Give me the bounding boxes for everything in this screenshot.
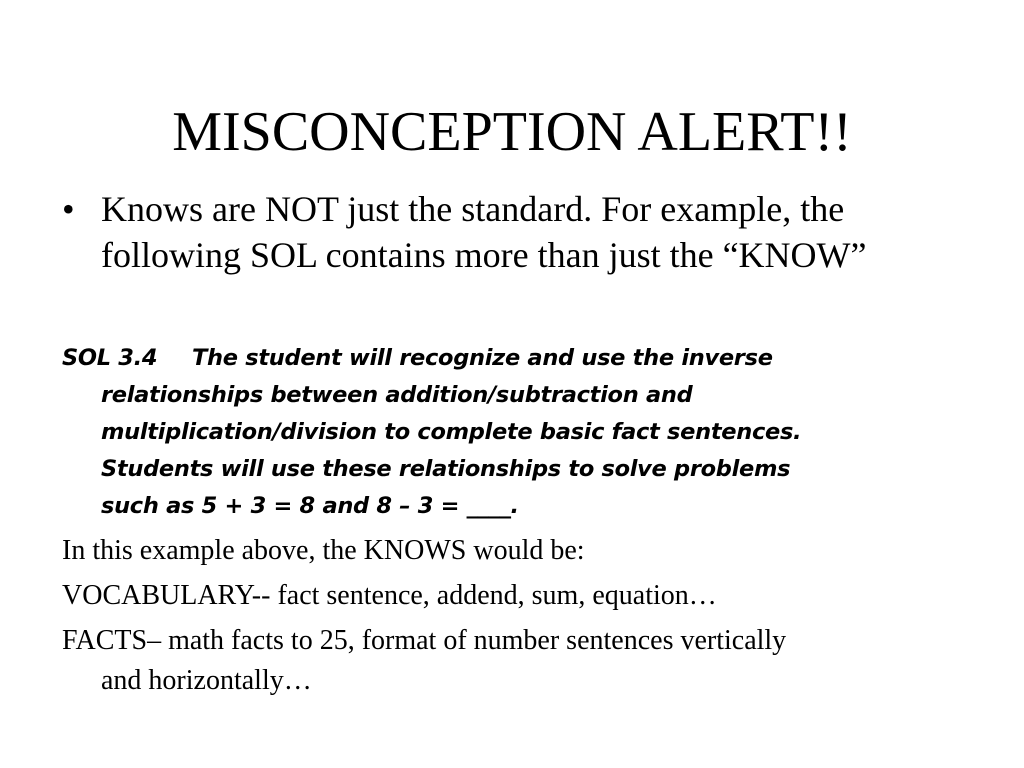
bullet-text: Knows are NOT just the standard. For example, the following SOL contains more than just the “KNOW”	[101, 189, 867, 275]
sol-text-line: relationships between addition/subtraction and	[101, 382, 693, 408]
sol-standard	[62, 340, 982, 525]
bullet-marker: •	[62, 189, 75, 229]
sol-text-line: The student will recognize and use the inverse	[192, 345, 773, 371]
facts-paragraph	[62, 621, 982, 701]
knows-intro: In this example above, the KNOWS would be:	[62, 535, 585, 566]
sol-first-line	[62, 340, 982, 377]
sol-text-line: such as 5 + 3 = 8 and 8 – 3 = ____.	[101, 493, 519, 519]
sol-label: SOL 3.4	[62, 345, 158, 371]
facts-line: FACTS– math facts to 25, format of number sentences vertically	[62, 625, 787, 656]
sol-text-line: Students will use these relationships to solve problems	[101, 456, 791, 482]
bullet-point	[62, 186, 962, 278]
sol-text-line: multiplication/division to complete basic fact sentences.	[101, 419, 802, 445]
slide-title: MISCONCEPTION ALERT!!	[172, 101, 852, 163]
vocabulary-line: VOCABULARY-- fact sentence, addend, sum, equation…	[62, 580, 717, 611]
facts-line: and horizontally…	[101, 665, 312, 696]
